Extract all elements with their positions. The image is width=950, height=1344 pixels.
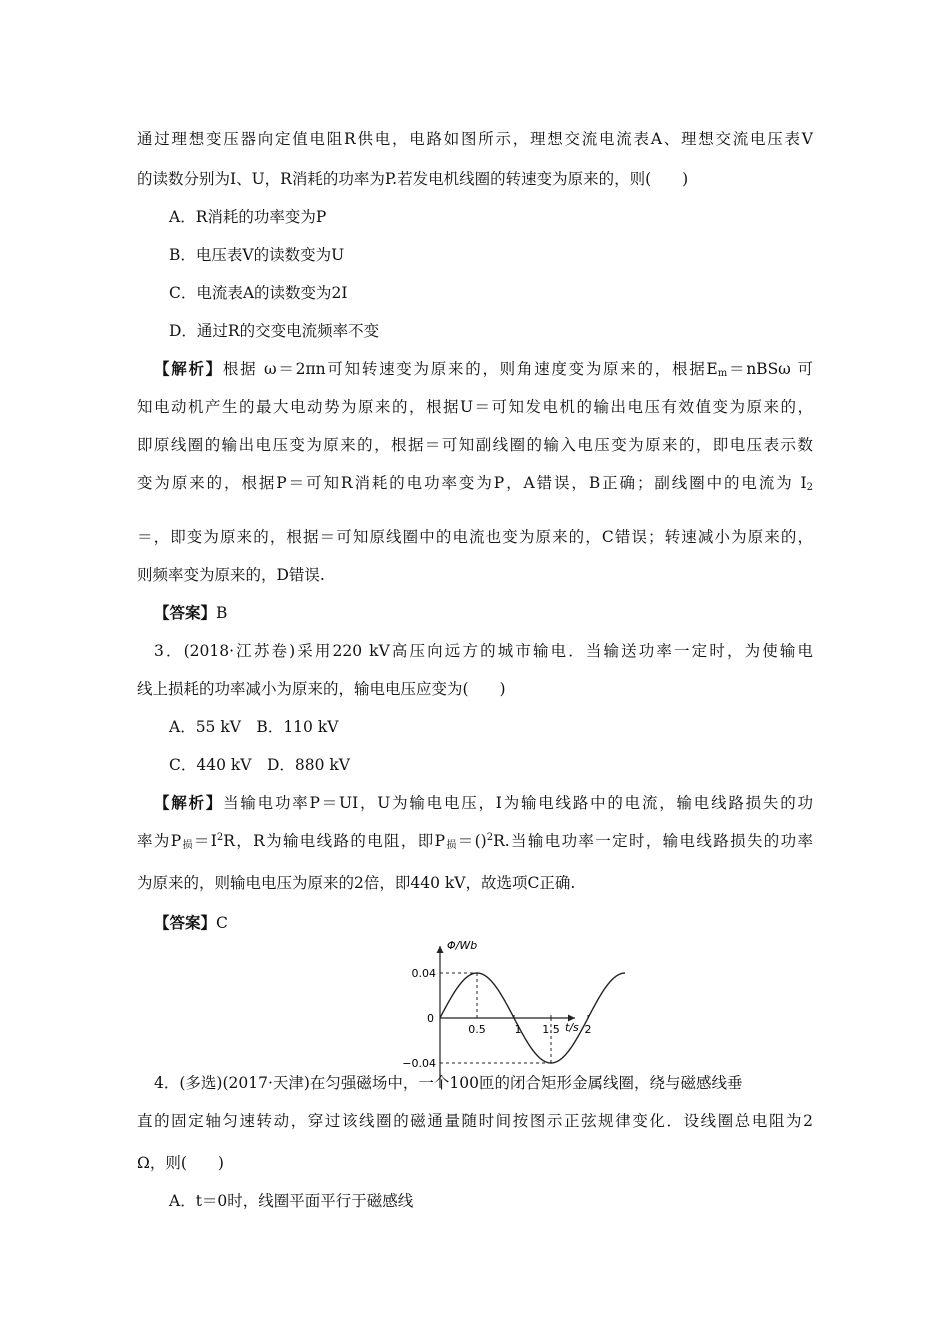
y-tick-label-top: 0.04 (411, 967, 436, 980)
question2-option-d: D．通过R的交变电流频率不变 (169, 322, 380, 340)
question4-line1: 4．(多选)(2017·天津)在匀强磁场中，一个100匝的闭合矩形金属线圈，绕与磁感线垂 (154, 1074, 743, 1092)
solution2-line4: 变为原来的，根据P＝可知R消耗的电功率变为P，A错误，B正确；副线圈中的电流为 $I_2$ (137, 474, 813, 493)
solution-label: 【解析】 (154, 793, 224, 812)
question3-line2: 线上损耗的功率减小为原来的，输电电压应变为( ) (137, 680, 506, 698)
solution-label: 【解析】 (154, 359, 223, 378)
question4-option-a: A．t＝0时，线圈平面平行于磁感线 (169, 1192, 414, 1210)
x-tick-label: 1.5 (542, 1023, 560, 1036)
question3-line1: 3．(2018·江苏卷)采用220 kV高压向远方的城市输电．当输送功率一定时，为使输电 (154, 642, 813, 660)
x-tick-label: 1 (514, 1023, 522, 1036)
solution3-line2: 率为$P_损=I^2R$，R为输电线路的电阻，即$P_损=()^2R$.当输电功率一定时，输电线路损失的功率 (137, 832, 813, 851)
question2-option-c: C．电流表A的读数变为2I (169, 284, 348, 302)
solution2-line5: ＝，即变为原来的，根据＝可知原线圈中的电流也变为原来的，C错误；转速减小为原来的， (137, 528, 813, 546)
solution3-line1: 【解析】当输电功率P＝UI，U为输电电压，I为输电线路中的电流，输电线路损失的功 (154, 793, 813, 812)
solution2-line2: 知电动机产生的最大电动势为原来的，根据U＝可知发电机的输出电压有效值变为原来的， (137, 398, 813, 416)
answer-label: 【答案】 (154, 603, 217, 622)
question2-option-b: B．电压表V的读数变为U (169, 246, 345, 264)
solution3-line3: 为原来的，则输电电压为原来的2倍，即440 kV，故选项C正确. (137, 874, 576, 892)
origin-label: 0 (427, 1012, 434, 1025)
x-tick-label: 2 (584, 1023, 592, 1036)
solution2-line3: 即原线圈的输出电压变为原来的，根据＝可知副线圈的输入电压变为原来的，即电压表示数 (137, 436, 813, 454)
y-tick-label-bottom: −0.04 (402, 1057, 436, 1070)
x-axis-label: t/s (565, 1021, 579, 1034)
solution2-line1: 【解析】根据 ω＝2πn可知转速变为原来的，则角速度变为原来的，根据$E_m=nBS\omega$ 可 (154, 359, 813, 379)
question4-line3: Ω，则( ) (137, 1154, 224, 1172)
question2-line2: 的读数分别为I、U，R消耗的功率为P.若发电机线圈的转速变为原来的，则( ) (137, 170, 689, 188)
x-tick-label: 0.5 (468, 1023, 486, 1036)
question2-option-a: A．R消耗的功率变为P (169, 208, 327, 226)
question4-line2: 直的固定轴匀速转动，穿过该线圈的磁通量随时间按图示正弦规律变化．设线圈总电阻为2 (137, 1112, 813, 1130)
answer2: 【答案】B (154, 603, 228, 622)
solution2-line6: 则频率变为原来的，D错误. (137, 566, 325, 584)
question3-options-cd: C．440 kV D．880 kV (169, 756, 350, 774)
question3-options-ab: A．55 kV B．110 kV (169, 718, 339, 736)
answer3: 【答案】C (154, 913, 228, 932)
question2-line1: 通过理想变压器向定值电阻R供电，电路如图所示，理想交流电流表A、理想交流电压表V (137, 130, 813, 148)
y-axis-label: Φ/Wb (447, 939, 478, 952)
answer-label: 【答案】 (154, 913, 217, 932)
